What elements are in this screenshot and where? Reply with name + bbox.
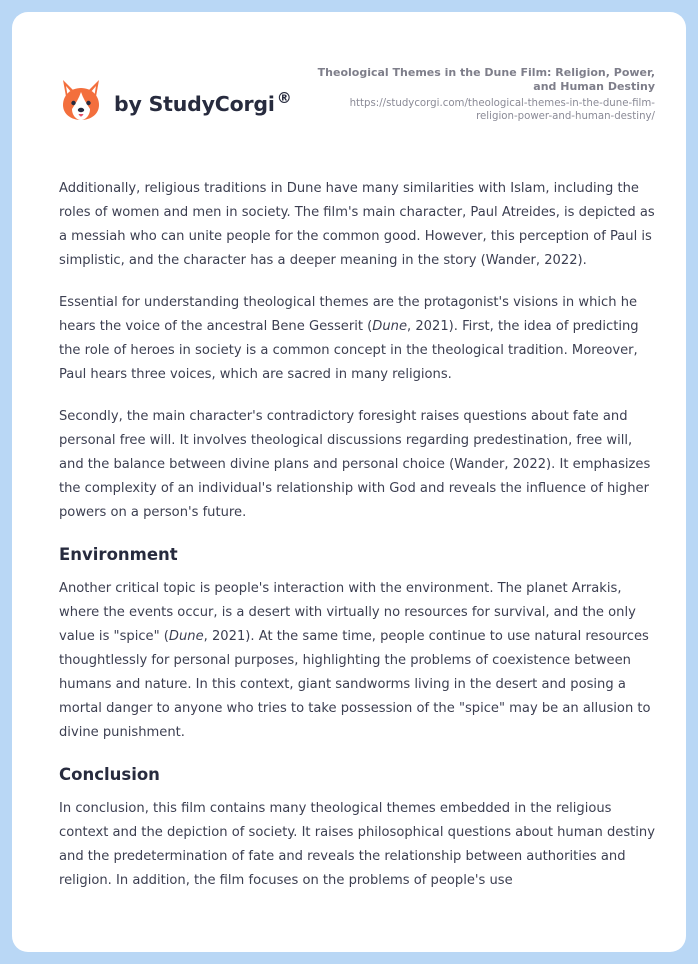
- italic-citation: Dune: [372, 319, 408, 334]
- paragraph: Another critical topic is people's interaction with the environment. The planet Arrakis, where the events occur, is a desert with virtually no resources for survival, and the only value is "spice" (Dune, 2021). At the same time, people continue to use natural resources thoughtlessly for personal purposes, highlighting the problems of coexistence between humans and nature. In this context, giant sandworms living in the desert and posing a mortal danger to anyone who tries to take possession of the "spice" may be an allusion to divine punishment.: [59, 581, 651, 740]
- document-body: [59, 177, 659, 911]
- italic-citation: Dune: [168, 629, 204, 644]
- section-heading-environment: Environment: [59, 545, 178, 564]
- brand-name: by StudyCorgi ®: [114, 88, 292, 116]
- paragraph: Additionally, religious traditions in Dune have many similarities with Islam, including the roles of women and men in society. The film's main character, Paul Atreides, is depicted as a messiah who can unite people for the common good. However, this perception of Paul is simplistic, and the character has a deeper meaning in the story (Wander, 2022).: [59, 181, 655, 268]
- document-url[interactable]: https://studycorgi.com/theological-themes-in-the-dune-film-religion-power-and-human-destiny/: [349, 98, 655, 122]
- document-title: Theological Themes in the Dune Film: Religion, Power, and Human Destiny: [317, 66, 655, 93]
- corgi-logo-icon: [60, 76, 102, 122]
- paragraph: Essential for understanding theological themes are the protagonist's visions in which he hears the voice of the ancestral Bene Gesserit (Dune, 2021). First, the idea of predicting the role of heroes in society is a common concept in the theological tradition. Moreover, Paul hears three voices, which are sacred in many religions.: [59, 295, 639, 382]
- document-page: [12, 12, 686, 952]
- section-heading-conclusion: Conclusion: [59, 765, 160, 784]
- registered-mark: ®: [276, 88, 292, 107]
- paragraph: Secondly, the main character's contradictory foresight raises questions about fate and personal free will. It involves theological discussions regarding predestination, free will, and the balance between divine plans and personal choice (Wander, 2022). It emphasizes the complexity of an individual's relationship with God and reveals the influence of higher powers on a person's future.: [59, 409, 651, 520]
- document-header: [315, 66, 655, 123]
- paragraph: In conclusion, this film contains many theological themes embedded in the religious context and the depiction of society. It raises philosophical questions about human destiny and the predetermination of fate and reveals the relationship between authorities and religion. In addition, the film focuses on the problems of people's use: [59, 801, 655, 888]
- studycorgi-logo[interactable]: [60, 76, 292, 122]
